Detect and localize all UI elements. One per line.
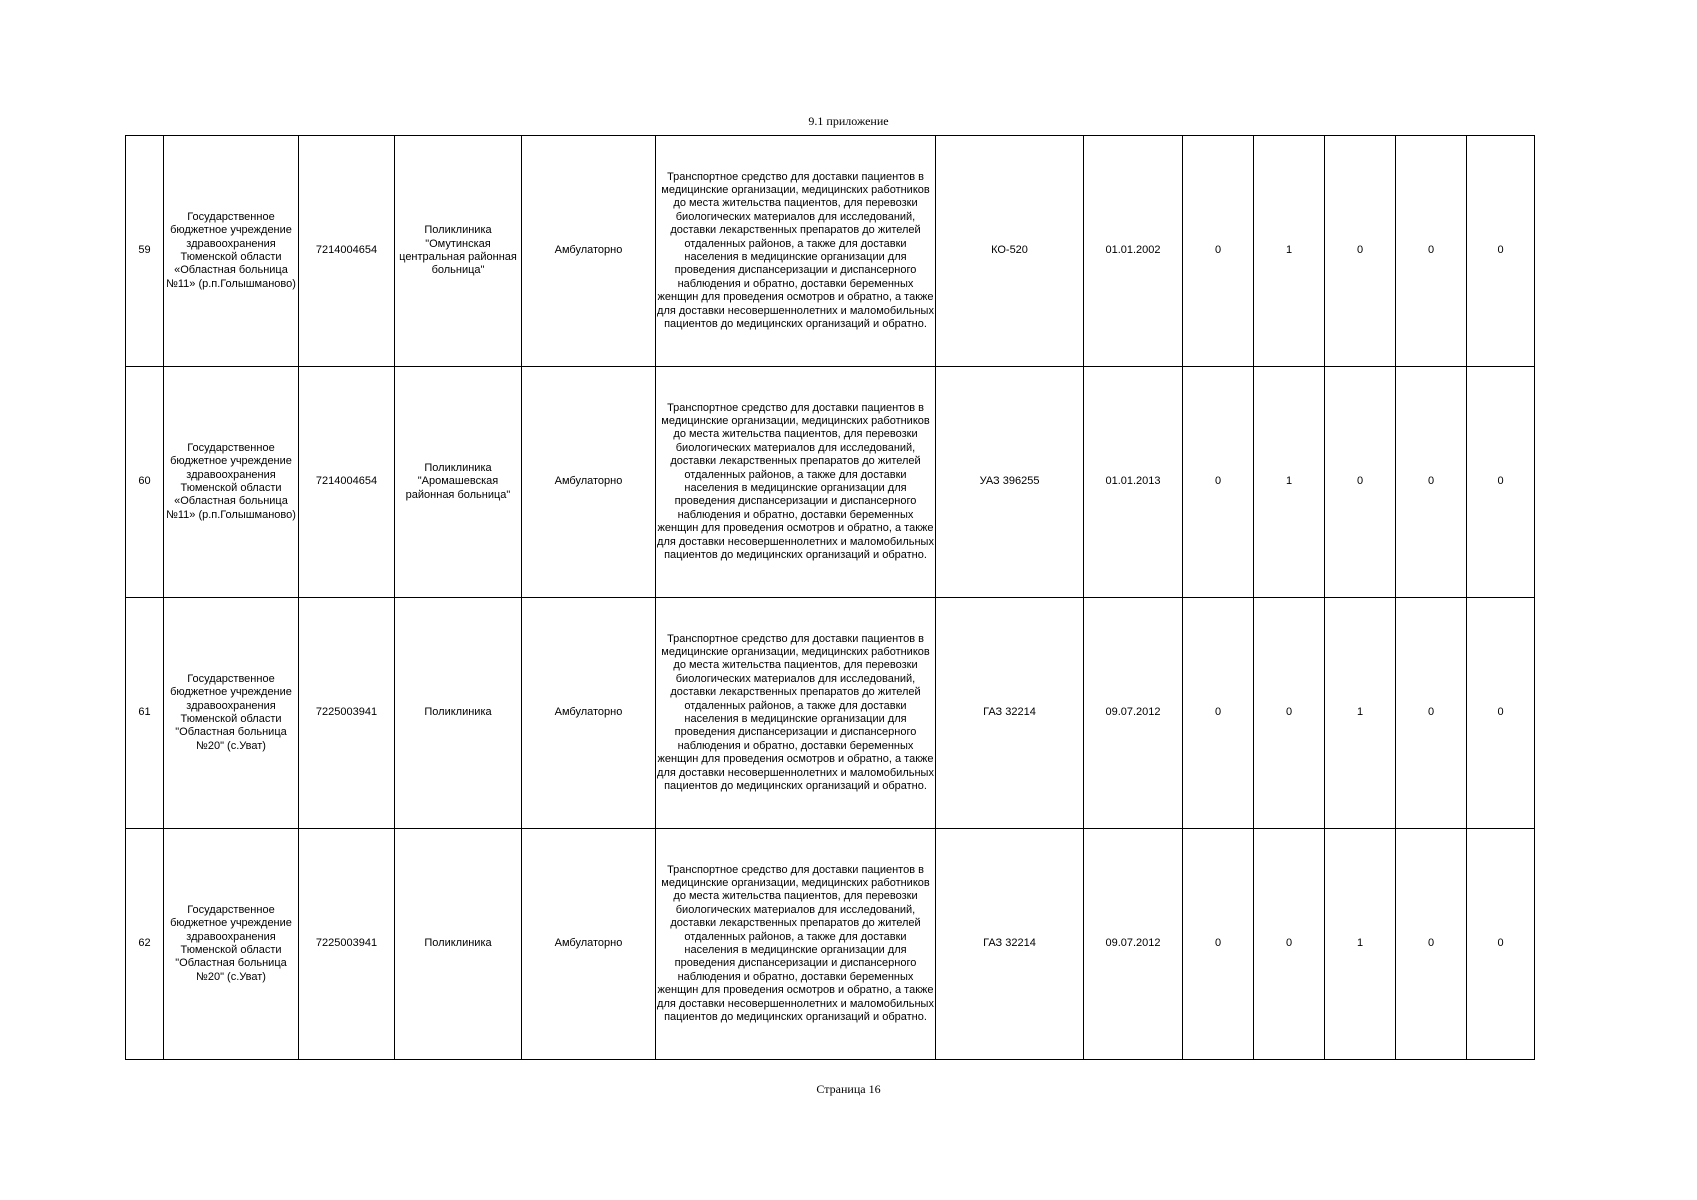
institution-name: Государственное бюджетное учреждение здравоохранения Тюменской области "Областная больница №20" (с.Уват) [164, 829, 299, 1060]
vehicle-date: 01.01.2013 [1084, 367, 1183, 598]
count-col-4: 0 [1396, 598, 1467, 829]
inn: 7225003941 [299, 829, 395, 1060]
count-col-5: 0 [1467, 136, 1535, 367]
vehicle-purpose: Транспортное средство для доставки пациентов в медицинские организации, медицинских работников до места жительства пациентов, для перевозки биологических материалов для исследований, доставки лекарственных препаратов до жителей отдаленных районов, а также для доставки населения в медицинские организации для проведения диспансеризации и диспансерного наблюдения и обратно, доставки беременных женщин для проведения осмотров и обратно, а также для доставки несовершеннолетних и маломобильных пациентов до медицинских организаций и обратно. [656, 829, 936, 1060]
count-col-1: 0 [1183, 367, 1254, 598]
table-row [126, 829, 1535, 1060]
vehicle-purpose: Транспортное средство для доставки пациентов в медицинские организации, медицинских работников до места жительства пациентов, для перевозки биологических материалов для исследований, доставки лекарственных препаратов до жителей отдаленных районов, а также для доставки населения в медицинские организации для проведения диспансеризации и диспансерного наблюдения и обратно, доставки беременных женщин для проведения осмотров и обратно, а также для доставки несовершеннолетних и маломобильных пациентов до медицинских организаций и обратно. [656, 136, 936, 367]
unit-name: Поликлиника "Омутинская центральная районная больница" [395, 136, 522, 367]
care-type: Амбулаторно [522, 829, 656, 1060]
vehicle-registry-table [125, 135, 1535, 1060]
page-number: Страница 16 [816, 1082, 881, 1096]
count-col-2: 1 [1254, 136, 1325, 367]
inn: 7214004654 [299, 136, 395, 367]
count-col-4: 0 [1396, 829, 1467, 1060]
institution-name: Государственное бюджетное учреждение здравоохранения Тюменской области «Областная больница №11» (р.п.Голышманово) [164, 367, 299, 598]
unit-name: Поликлиника [395, 598, 522, 829]
inn: 7214004654 [299, 367, 395, 598]
row-number: 59 [126, 136, 164, 367]
count-col-3: 0 [1325, 367, 1396, 598]
count-col-3: 1 [1325, 598, 1396, 829]
row-number: 61 [126, 598, 164, 829]
count-col-3: 0 [1325, 136, 1396, 367]
count-col-4: 0 [1396, 136, 1467, 367]
care-type: Амбулаторно [522, 367, 656, 598]
page-header: 9.1 приложение [808, 114, 889, 128]
table-row [126, 367, 1535, 598]
row-number: 62 [126, 829, 164, 1060]
care-type: Амбулаторно [522, 136, 656, 367]
vehicle-date: 09.07.2012 [1084, 829, 1183, 1060]
count-col-2: 0 [1254, 829, 1325, 1060]
vehicle-model: КО-520 [936, 136, 1084, 367]
row-number: 60 [126, 367, 164, 598]
count-col-4: 0 [1396, 367, 1467, 598]
count-col-2: 1 [1254, 367, 1325, 598]
count-col-5: 0 [1467, 367, 1535, 598]
vehicle-model: ГАЗ 32214 [936, 829, 1084, 1060]
institution-name: Государственное бюджетное учреждение здравоохранения Тюменской области "Областная больница №20" (с.Уват) [164, 598, 299, 829]
count-col-5: 0 [1467, 598, 1535, 829]
vehicle-model: УАЗ 396255 [936, 367, 1084, 598]
count-col-3: 1 [1325, 829, 1396, 1060]
vehicle-model: ГАЗ 32214 [936, 598, 1084, 829]
table-row [126, 598, 1535, 829]
vehicle-purpose: Транспортное средство для доставки пациентов в медицинские организации, медицинских работников до места жительства пациентов, для перевозки биологических материалов для исследований, доставки лекарственных препаратов до жителей отдаленных районов, а также для доставки населения в медицинские организации для проведения диспансеризации и диспансерного наблюдения и обратно, доставки беременных женщин для проведения осмотров и обратно, а также для доставки несовершеннолетних и маломобильных пациентов до медицинских организаций и обратно. [656, 367, 936, 598]
inn: 7225003941 [299, 598, 395, 829]
institution-name: Государственное бюджетное учреждение здравоохранения Тюменской области «Областная больница №11» (р.п.Голышманово) [164, 136, 299, 367]
count-col-5: 0 [1467, 829, 1535, 1060]
care-type: Амбулаторно [522, 598, 656, 829]
count-col-1: 0 [1183, 136, 1254, 367]
count-col-2: 0 [1254, 598, 1325, 829]
table-row [126, 136, 1535, 367]
vehicle-date: 01.01.2002 [1084, 136, 1183, 367]
count-col-1: 0 [1183, 598, 1254, 829]
vehicle-date: 09.07.2012 [1084, 598, 1183, 829]
unit-name: Поликлиника "Аромашевская районная больница" [395, 367, 522, 598]
count-col-1: 0 [1183, 829, 1254, 1060]
unit-name: Поликлиника [395, 829, 522, 1060]
vehicle-purpose: Транспортное средство для доставки пациентов в медицинские организации, медицинских работников до места жительства пациентов, для перевозки биологических материалов для исследований, доставки лекарственных препаратов до жителей отдаленных районов, а также для доставки населения в медицинские организации для проведения диспансеризации и диспансерного наблюдения и обратно, доставки беременных женщин для проведения осмотров и обратно, а также для доставки несовершеннолетних и маломобильных пациентов до медицинских организаций и обратно. [656, 598, 936, 829]
